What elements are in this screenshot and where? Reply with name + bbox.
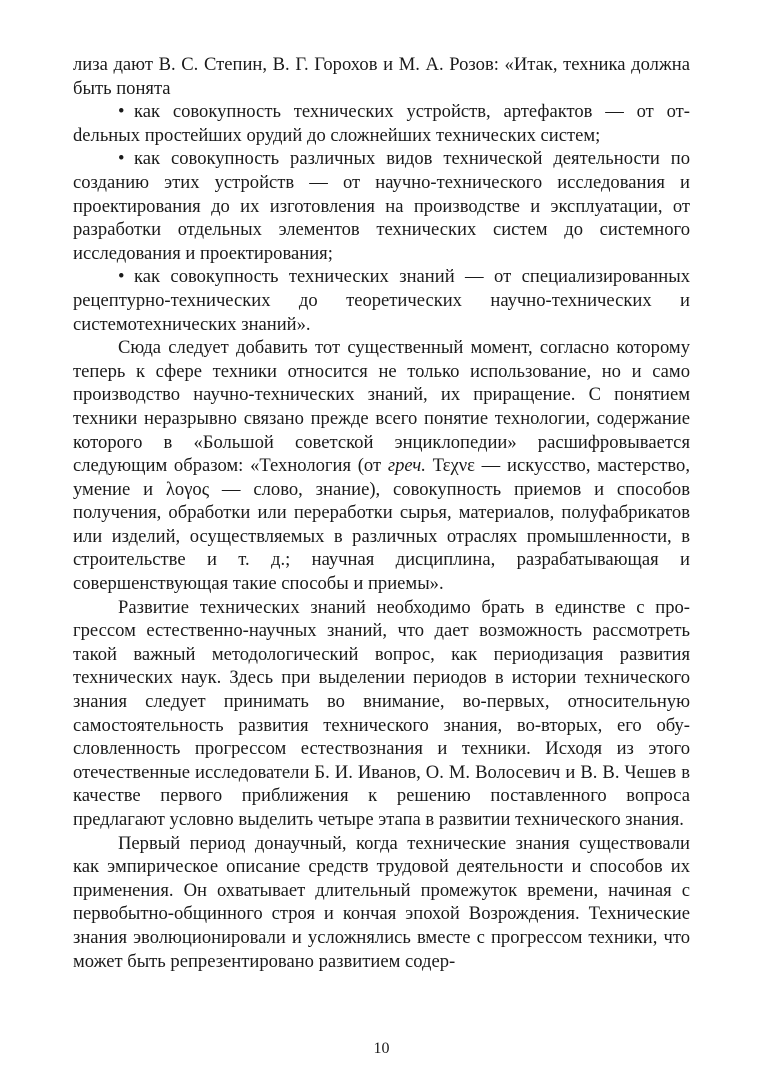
- paragraph-text: Сюда следует добавить тот существенный момент, согласно которому теперь к сфере техники относится не только использование, но и само производство научно-технических знаний, их приращение. С понятием техники неразрывно связано прежде всего понятие технологии, содержание которого в «Большой советской энциклопедии» расшифровывается следующим образом: «Технология (от: [73, 337, 690, 477]
- paragraph-periodization: Развитие технических знаний необходимо брать в единстве с прогрессом естественно-научных знаний, что дает возможность рассмотреть такой важный методологический вопрос, как периодизация развития технических наук. Здесь при выделении периодов в истории технического знания следует принимать во внимание, во-первых, относительную самостоятельность развития технического знания, во-вторых, его обусловленность прогрессом естествознания и техники. Исходя из этого отечественные исследователи Б. И. Иванов, О. М. Волосевич и В. В. Чешев в качестве первого приближения к решению поставленного вопроса предлагают условно выделить четыре этапа в развитии технического знания.: [73, 596, 690, 830]
- italic-abbreviation: греч.: [387, 455, 426, 477]
- paragraph-text: Τεχνε — искусство, мастерство, умение и λογος — слово, знание), совокупность приемов и способов получения, обработки или переработки сырья, материалов, полуфабрикатов или изделий, осуществляемых в различных отраслях промышленности, в строительстве и т. д.; научная дисциплина, разрабатывающая и совершенствующая такие способы и приемы».: [73, 455, 690, 595]
- list-item-text: как совокупность технических устройств, артефактов — от отdельных простейших орудий до сложнейших технических систем;: [73, 101, 690, 146]
- list-item-text: как совокупность технических знаний — от специализированных рецептурно-технических до теоретических научно-технических и системотехнических знаний».: [73, 266, 690, 335]
- bullet-icon: •: [118, 148, 125, 170]
- bullet-icon: •: [118, 266, 125, 288]
- paragraph-technology: [73, 336, 690, 596]
- list-item-text: как совокупность различных видов технической деятельности по созданию этих устройств — от научно-технического исследования и проектирования до их изготовления на производстве и эксплуатации, от разработки отдельных элементов технических систем до системного исследования и проектирования;: [73, 148, 690, 264]
- paragraph-first-period: Первый период донаучный, когда технические знания существовали как эмпирическое описание средств трудовой деятельности и способов их применения. Он охватывает длительный промежуток времени, начиная с первобытно-общинного строя и кончая эпохой Возрождения. Технические знания эволюционировали и усложнялись вместе с прогрессом техники, что может быть репрезентировано развитием содер-: [73, 832, 690, 972]
- list-item-artifacts: [73, 100, 690, 147]
- page-number: 10: [373, 1040, 390, 1057]
- page-body: [73, 53, 690, 973]
- bullet-icon: •: [118, 101, 125, 123]
- list-item-knowledge: [73, 265, 690, 336]
- list-item-activity: [73, 147, 690, 265]
- paragraph-continuation: лиза дают В. С. Степин, В. Г. Горохов и М. А. Розов: «Итак, техника должна быть понята: [73, 54, 690, 99]
